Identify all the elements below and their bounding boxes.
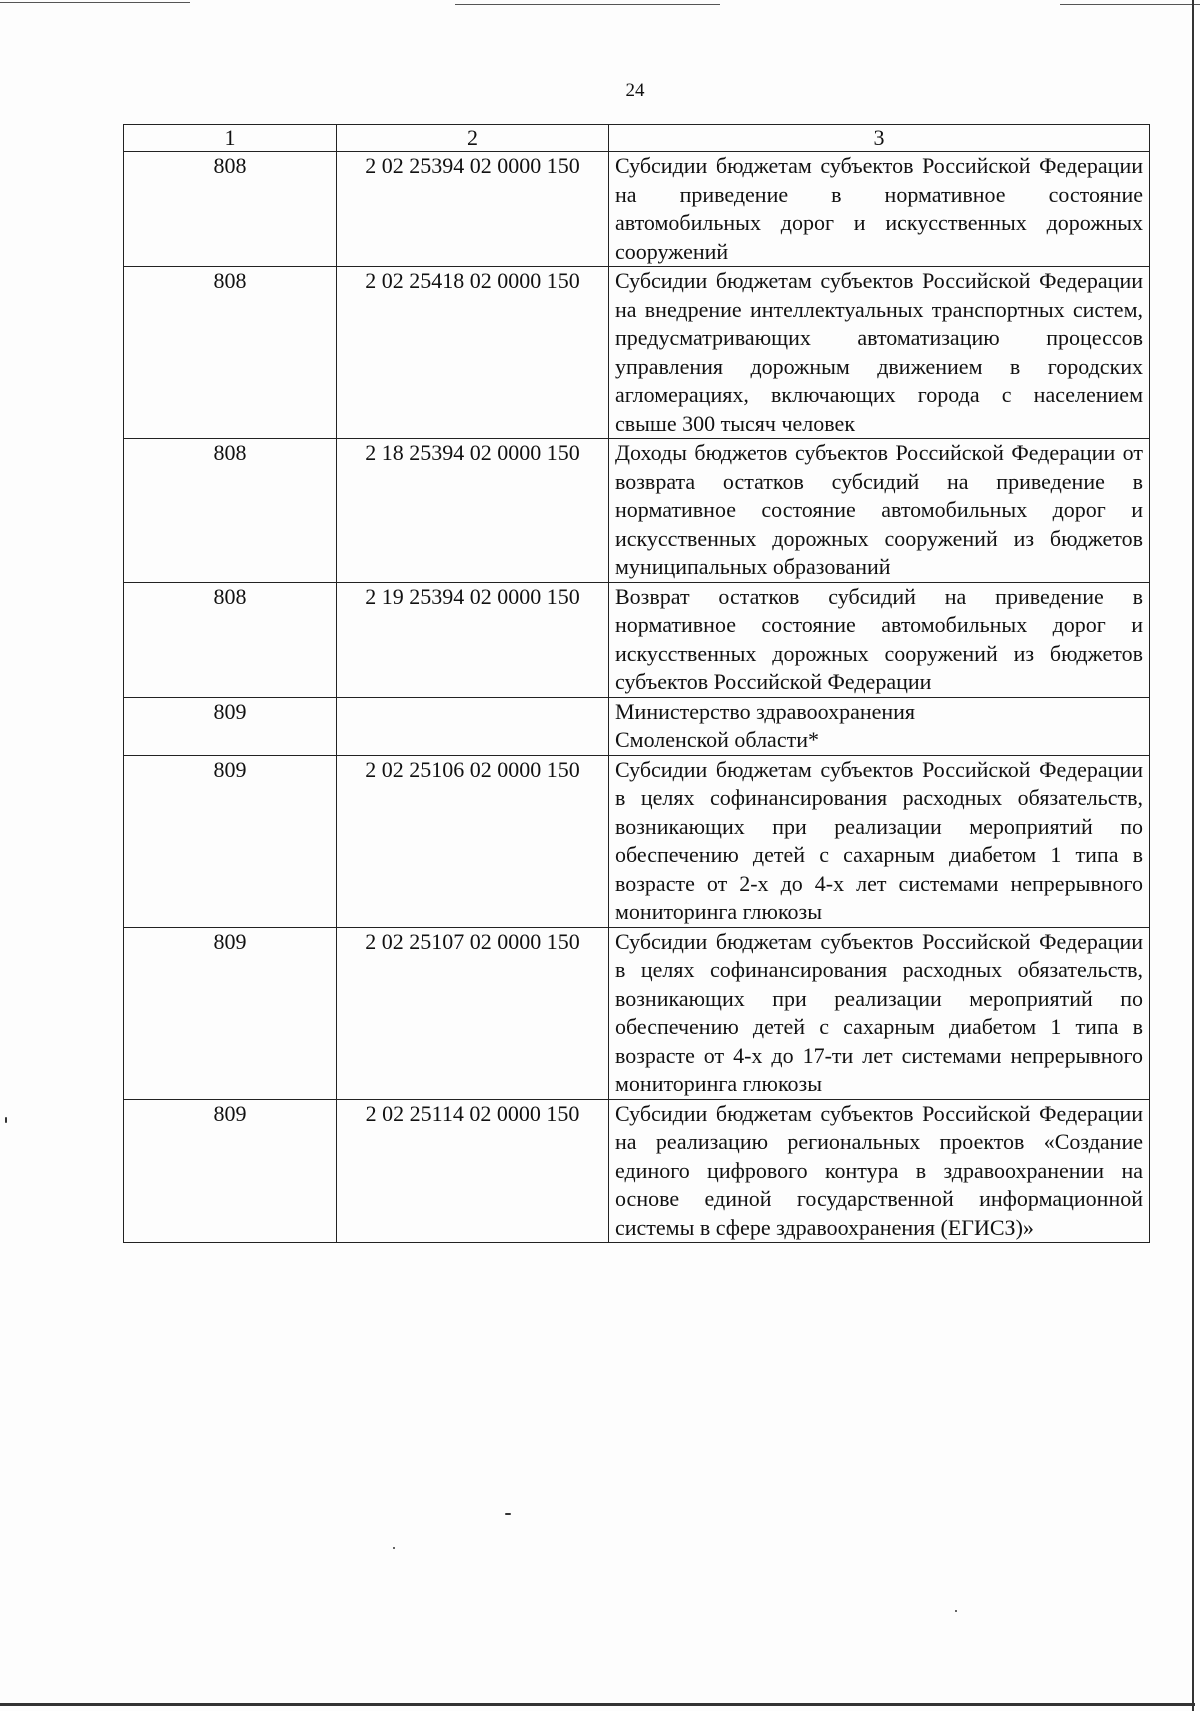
scan-artifact-right-edge bbox=[1192, 0, 1194, 1711]
table-header-row bbox=[124, 125, 1150, 152]
owner-code-cell: 808 bbox=[124, 582, 337, 697]
revenue-code-cell: 2 02 25106 02 0000 150 bbox=[337, 755, 609, 927]
owner-code-cell: 809 bbox=[124, 755, 337, 927]
table-row-section-heading bbox=[124, 697, 1150, 755]
scan-artifact-dot bbox=[505, 1513, 511, 1515]
scan-artifact-dot bbox=[5, 1117, 7, 1123]
scan-artifact-dot bbox=[955, 1610, 957, 1612]
revenue-code-cell: 2 02 25418 02 0000 150 bbox=[337, 267, 609, 439]
revenue-code-cell: 2 02 25107 02 0000 150 bbox=[337, 927, 609, 1099]
scan-artifact-bottom-edge bbox=[0, 1703, 1195, 1706]
revenue-code-cell bbox=[337, 697, 609, 755]
table-row bbox=[124, 755, 1150, 927]
description-cell: Доходы бюджетов субъектов Российской Федерации от возврата остатков субсидий на приведение в нормативное состояние автомобильных дорог и искусственных дорожных сооружений из бюджетов муниципальных образований bbox=[609, 439, 1150, 583]
page-number: 24 bbox=[625, 80, 645, 101]
owner-code-cell: 808 bbox=[124, 267, 337, 439]
revenue-code-cell: 2 02 25394 02 0000 150 bbox=[337, 152, 609, 267]
ministry-name-cell: Министерство здравоохранения Смоленской области* bbox=[609, 697, 1150, 755]
table-row bbox=[124, 1099, 1150, 1243]
scan-artifact-top-center bbox=[455, 4, 720, 5]
table-row bbox=[124, 927, 1150, 1099]
header-col-1: 1 bbox=[124, 125, 337, 152]
owner-code-cell: 808 bbox=[124, 439, 337, 583]
revenue-code-cell: 2 02 25114 02 0000 150 bbox=[337, 1099, 609, 1243]
owner-code-cell: 809 bbox=[124, 697, 337, 755]
description-cell: Возврат остатков субсидий на приведение в нормативное состояние автомобильных дорог и искусственных дорожных сооружений из бюджетов субъектов Российской Федерации bbox=[609, 582, 1150, 697]
table-row bbox=[124, 582, 1150, 697]
description-cell: Субсидии бюджетам субъектов Российской Федерации на реализацию региональных проектов «Создание единого цифрового контура в здравоохранении на основе единой государственной информационной системы в сфере здравоохранения (ЕГИСЗ)» bbox=[609, 1099, 1150, 1243]
header-col-2: 2 bbox=[337, 125, 609, 152]
header-col-3: 3 bbox=[609, 125, 1150, 152]
description-cell: Субсидии бюджетам субъектов Российской Федерации в целях софинансирования расходных обязательств, возникающих при реализации мероприятий по обеспечению детей с сахарным диабетом 1 типа в возрасте от 2-х до 4-х лет системами непрерывного мониторинга глюкозы bbox=[609, 755, 1150, 927]
description-cell: Субсидии бюджетам субъектов Российской Федерации на внедрение интеллектуальных транспортных систем, предусматривающих автоматизацию процессов управления дорожным движением в городских агломерациях, включающих города с населением свыше 300 тысяч человек bbox=[609, 267, 1150, 439]
table-row bbox=[124, 152, 1150, 267]
revenue-code-cell: 2 19 25394 02 0000 150 bbox=[337, 582, 609, 697]
description-cell: Субсидии бюджетам субъектов Российской Федерации в целях софинансирования расходных обязательств, возникающих при реализации мероприятий по обеспечению детей с сахарным диабетом 1 типа в возрасте от 4-х до 17-ти лет системами непрерывного мониторинга глюкозы bbox=[609, 927, 1150, 1099]
scan-artifact-dot bbox=[393, 1547, 395, 1549]
table-row bbox=[124, 267, 1150, 439]
owner-code-cell: 809 bbox=[124, 1099, 337, 1243]
scan-artifact-top-right bbox=[1060, 4, 1200, 5]
revenue-codes-table bbox=[123, 124, 1150, 1243]
owner-code-cell: 809 bbox=[124, 927, 337, 1099]
revenue-code-cell: 2 18 25394 02 0000 150 bbox=[337, 439, 609, 583]
table-row bbox=[124, 439, 1150, 583]
scan-artifact-top-left bbox=[0, 2, 190, 3]
owner-code-cell: 808 bbox=[124, 152, 337, 267]
description-cell: Субсидии бюджетам субъектов Российской Федерации на приведение в нормативное состояние автомобильных дорог и искусственных дорожных сооружений bbox=[609, 152, 1150, 267]
